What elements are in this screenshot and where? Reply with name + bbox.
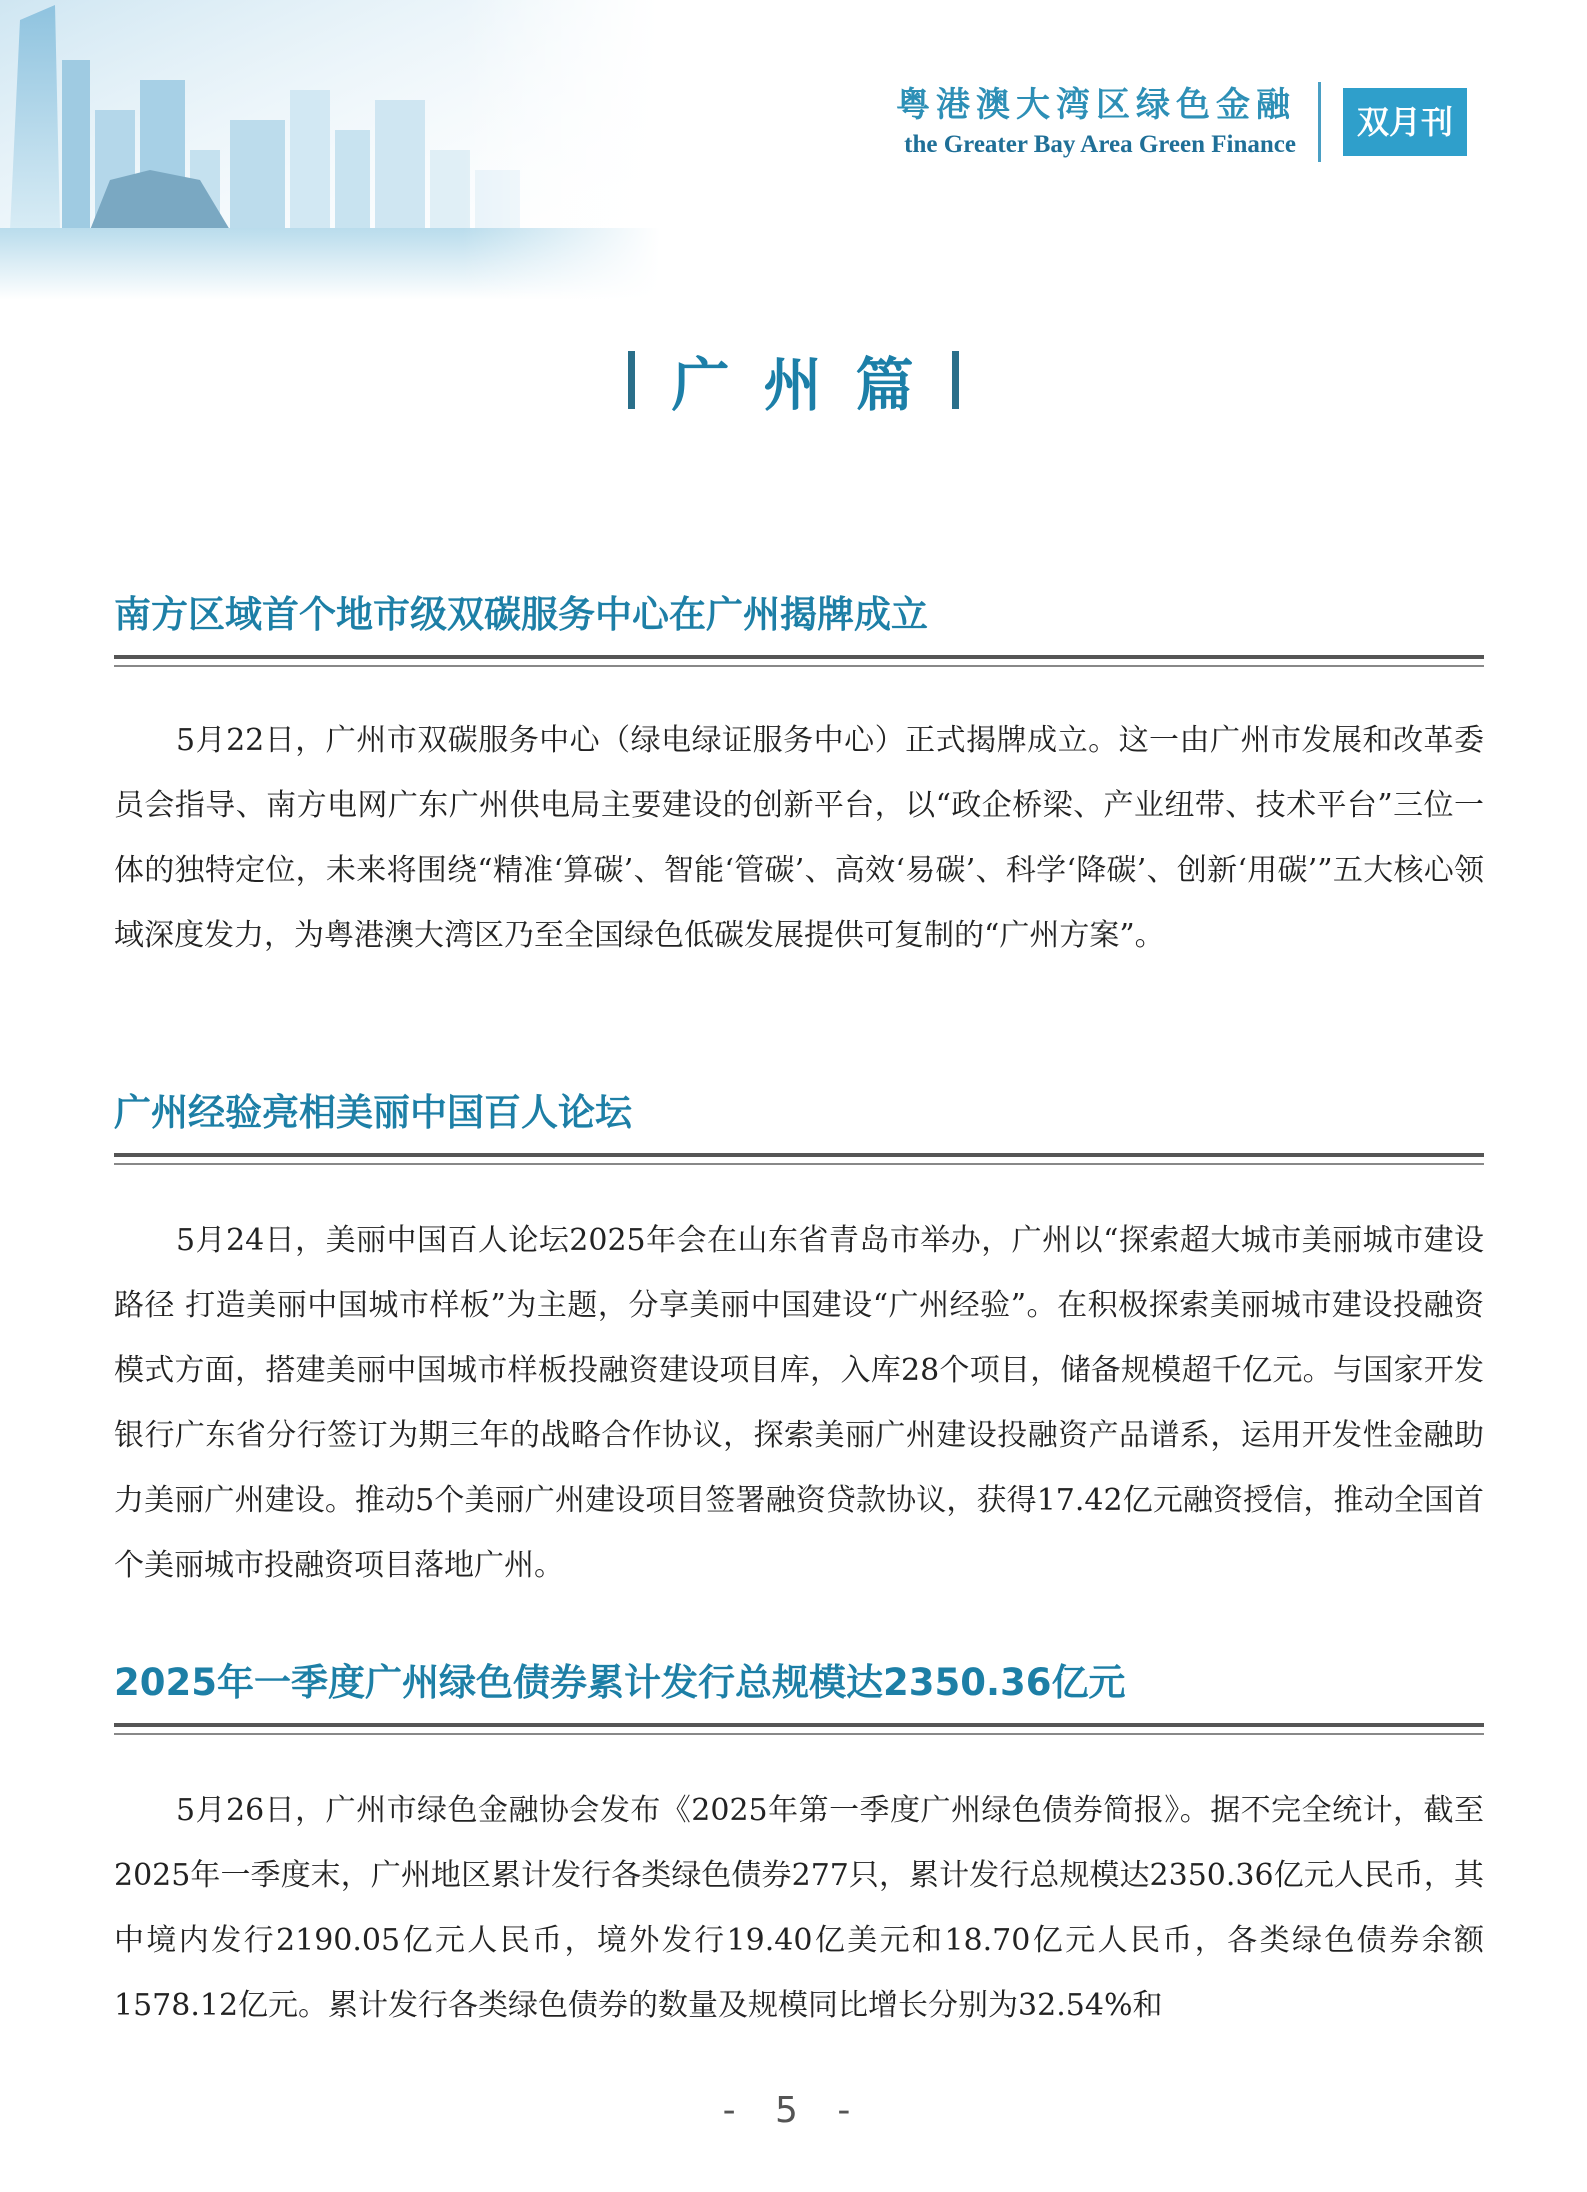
article-2-body: 5月24日，美丽中国百人论坛2025年会在山东省青岛市举办，广州以“探索超大城市美丽城市建设路径 打造美丽中国城市样板”为主题，分享美丽中国建设“广州经验”。在积极探索美丽城市建设投融资模式方面，搭建美丽中国城市样板投融资建设项目库，入库28个项目，储备规模超千亿元。与国家开发银行广东省分行签订为期三年的战略合作协议，探索美丽广州建设投融资产品谱系，运用开发性金融助力美丽广州建设。推动5个美丽广州建设项目签署融资贷款协议，获得17.42亿元融资授信，推动全国首个美丽城市投融资项目落地广州。 — [114, 1223, 1484, 1583]
bimonthly-badge: 双月刊 — [1343, 88, 1467, 156]
page-number: - 5 - — [722, 2090, 865, 2131]
masthead-title-cn: 粤港澳大湾区绿色金融 — [895, 85, 1296, 125]
article-3-heading: 2025年一季度广州绿色债券累计发行总规模达2350.36亿元 — [114, 1661, 1126, 1704]
skyline-banner-image — [0, 0, 660, 300]
section-title — [0, 338, 1587, 422]
article-3-divider — [114, 1723, 1484, 1735]
article-1-heading: 南方区域首个地市级双碳服务中心在广州揭牌成立 — [114, 593, 928, 636]
masthead — [896, 82, 1467, 162]
masthead-title-en: the Greater Bay Area Green Finance — [904, 131, 1296, 158]
section-title-bar-right — [952, 351, 959, 409]
article-1-body: 5月22日，广州市双碳服务中心（绿电绿证服务中心）正式揭牌成立。这一由广州市发展和改革委员会指导、南方电网广东广州供电局主要建设的创新平台，以“政企桥梁、产业纽带、技术平台”三位一体的独特定位，未来将围绕“精准‘算碳’、智能‘管碳’、高效‘易碳’、科学‘降碳’、创新‘用碳’”五大核心领域深度发力，为粤港澳大湾区乃至全国绿色低碳发展提供可复制的“广州方案”。 — [114, 723, 1484, 953]
section-title-text: 广州篇 — [671, 351, 948, 419]
section-title-bar-left — [628, 351, 635, 409]
article-3-body: 5月26日，广州市绿色金融协会发布《2025年第一季度广州绿色债券简报》。据不完全统计，截至2025年一季度末，广州地区累计发行各类绿色债券277只，累计发行总规模达2350.36亿元人民币，其中境内发行2190.05亿元人民币，境外发行19.40亿美元和18.70亿元人民币，各类绿色债券余额1578.12亿元。累计发行各类绿色债券的数量及规模同比增长分别为32.54%和 — [114, 1793, 1484, 2023]
article-2-heading: 广州经验亮相美丽中国百人论坛 — [114, 1091, 632, 1134]
masthead-titles — [896, 82, 1321, 162]
article-2-divider — [114, 1153, 1484, 1165]
article-1-divider — [114, 655, 1484, 667]
